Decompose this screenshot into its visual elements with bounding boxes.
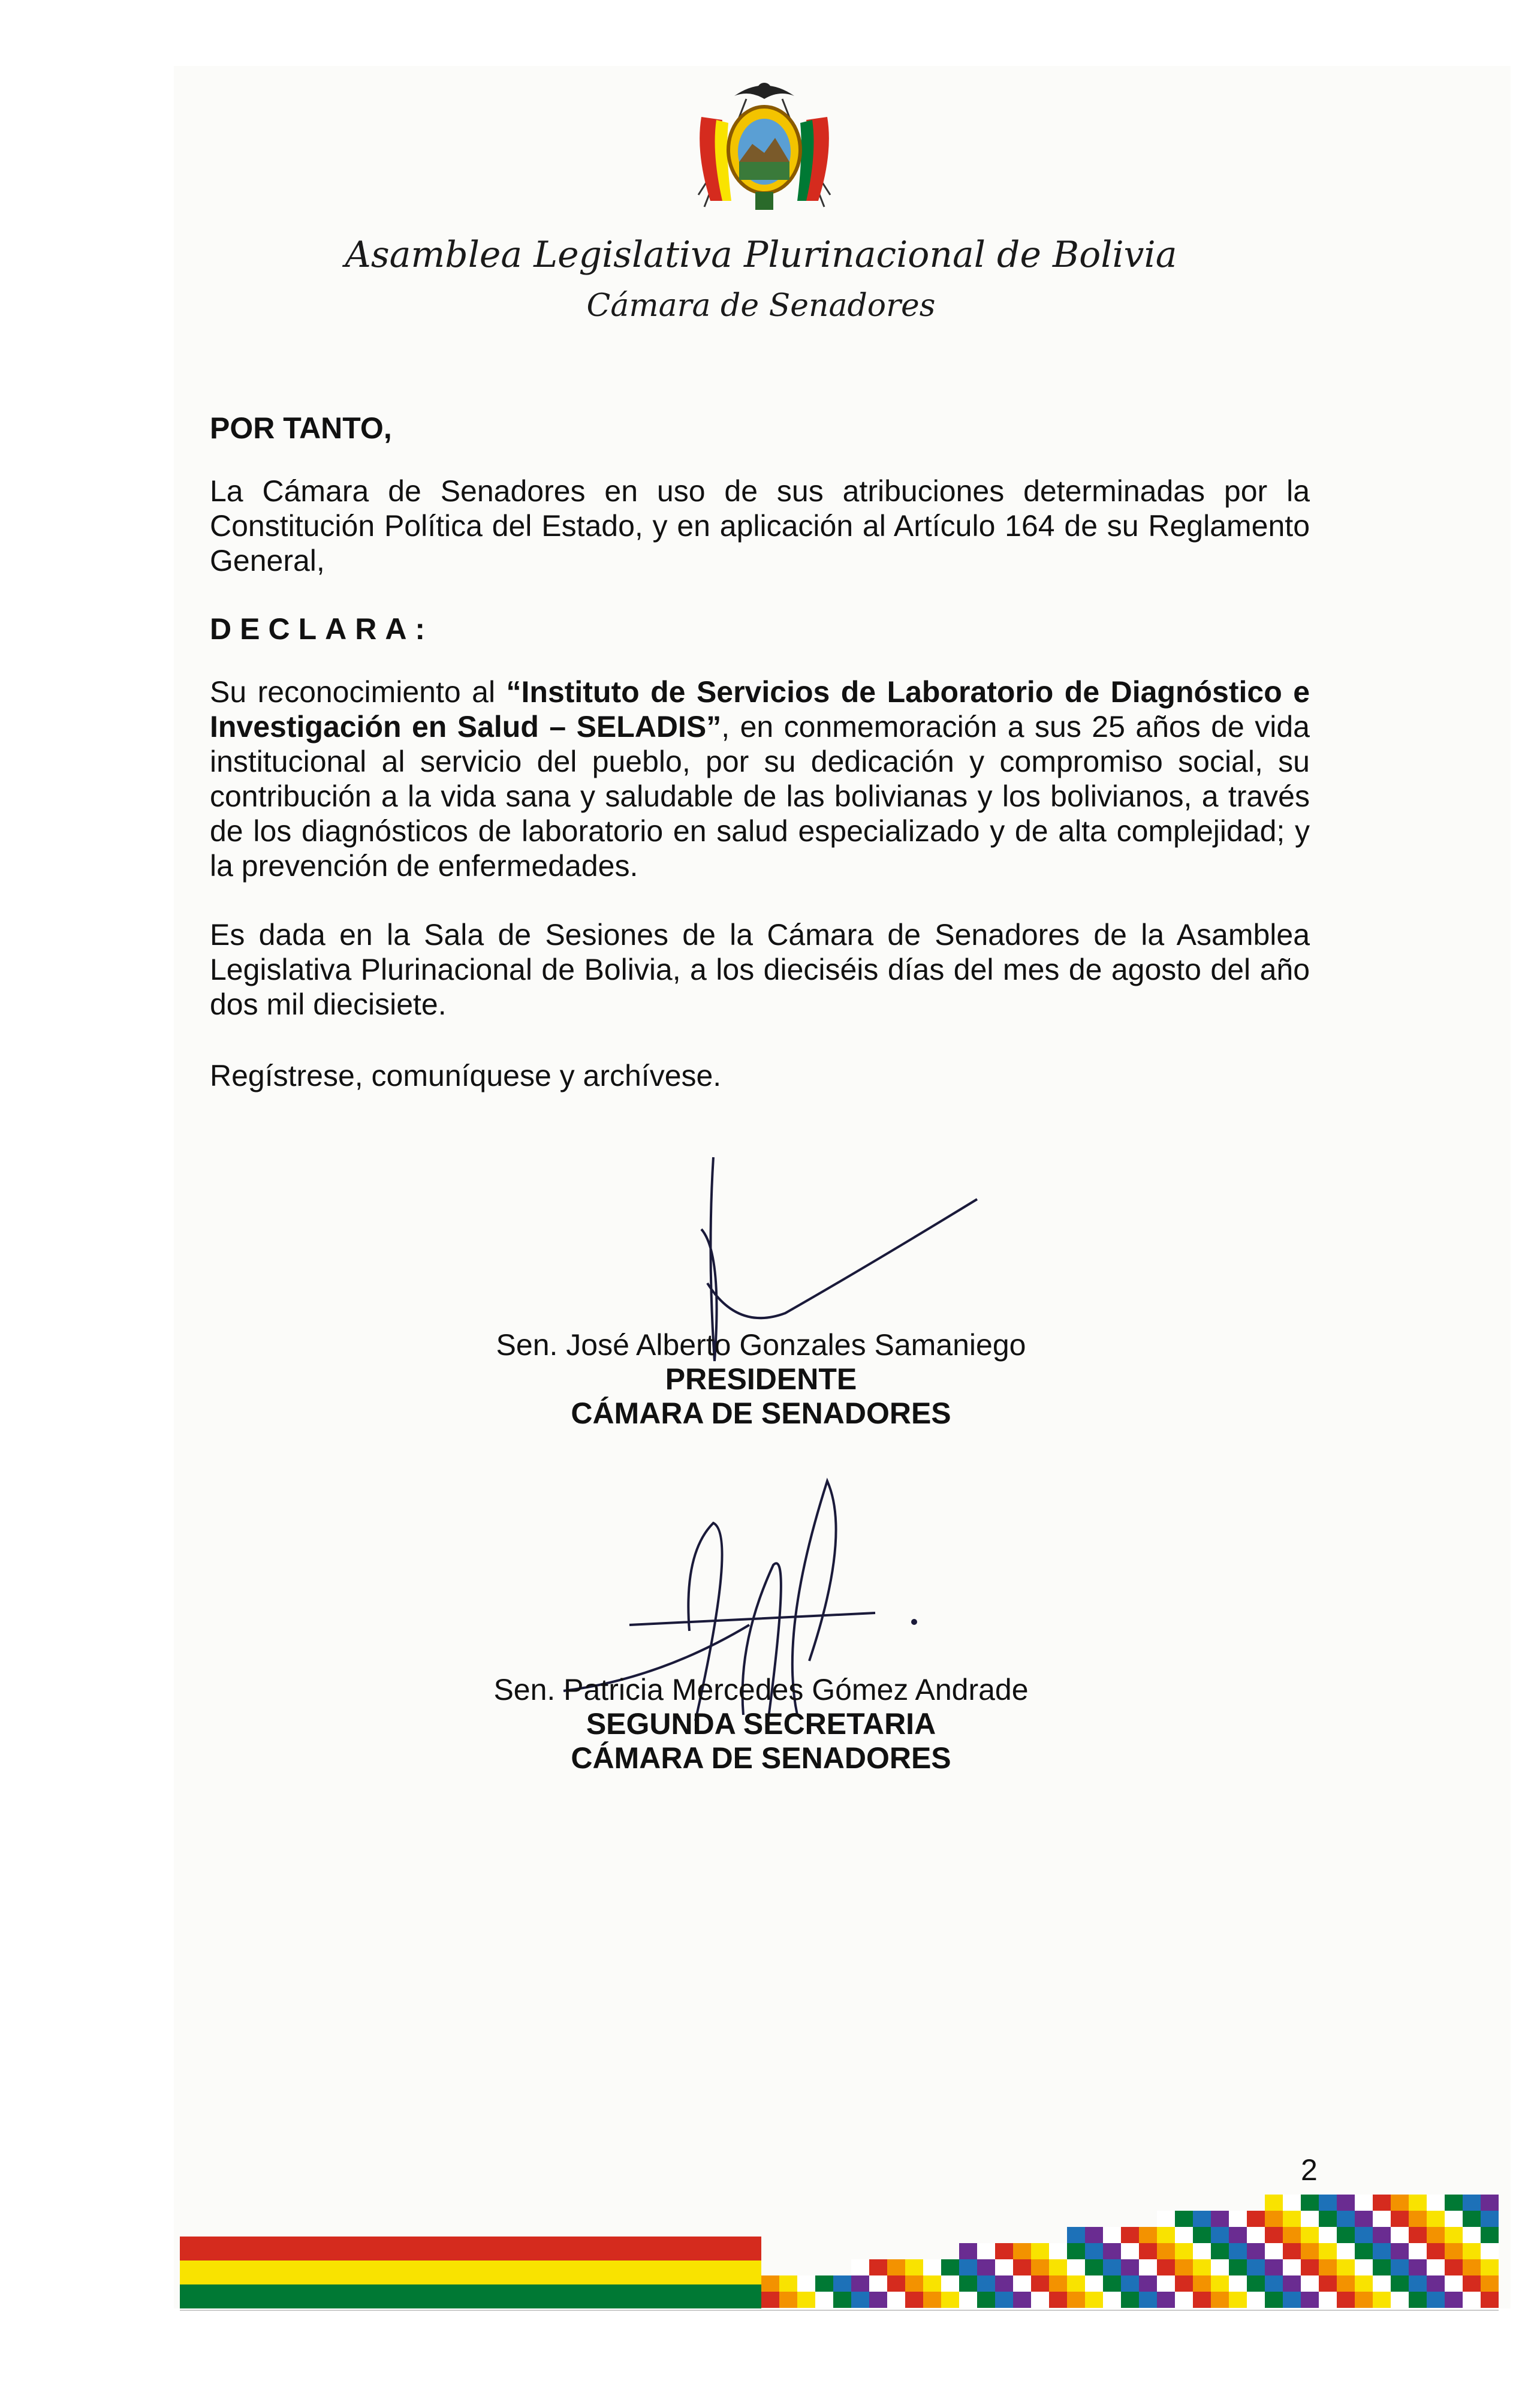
wiphala-square [1481,2195,1499,2211]
wiphala-square [995,2275,1013,2292]
wiphala-square [1265,2243,1283,2259]
wiphala-square [1319,2227,1337,2243]
wiphala-square [1175,2259,1193,2275]
wiphala-square [1409,2275,1427,2292]
wiphala-square [1463,2227,1481,2243]
wiphala-square [1301,2243,1319,2259]
president-name: Sen. José Alberto Gonzales Samaniego [496,1328,1026,1362]
wiphala-square [1013,2243,1031,2259]
page-number: 2 [1301,2153,1318,2187]
wiphala-square [1049,2292,1067,2308]
wiphala-square [995,2259,1013,2275]
recognition-rest: , en conmemoración a sus 25 años de vida institucional al servicio del pueblo, por su dedicación y compromiso social, su contribución a la vida sana y saludable de las bolivianas y los bolivianos, a través de los diagnósticos de laboratorio en salud especializado y de alta complejidad; y la prevención de enfermedades. [210,710,1310,883]
wiphala-square [1391,2292,1409,2308]
wiphala-square [959,2275,977,2292]
wiphala-square [1283,2243,1301,2259]
wiphala-square [977,2243,995,2259]
wiphala-square [1031,2275,1049,2292]
wiphala-square [1427,2227,1445,2243]
wiphala-square [923,2275,941,2292]
wiphala-square [1121,2243,1139,2259]
wiphala-square [851,2259,869,2275]
wiphala-square [1301,2227,1319,2243]
bolivia-coat-of-arms-icon [668,63,860,219]
wiphala-square [1193,2227,1211,2243]
wiphala-square [1265,2211,1283,2227]
wiphala-square [1013,2292,1031,2308]
wiphala-square [905,2275,923,2292]
wiphala-square [1031,2292,1049,2308]
wiphala-square [1265,2275,1283,2292]
wiphala-square [1409,2211,1427,2227]
wiphala-square [1427,2275,1445,2292]
wiphala-square [1175,2211,1193,2227]
closing-line: Regístrese, comuníquese y archívese. [210,1059,722,1092]
wiphala-square [1427,2211,1445,2227]
wiphala-square [1409,2195,1427,2211]
wiphala-square [1049,2243,1067,2259]
wiphala-square [1229,2292,1247,2308]
wiphala-square [1211,2227,1229,2243]
wiphala-square [1355,2211,1373,2227]
wiphala-square [1031,2243,1049,2259]
institute-name: “Instituto de Servicios de Laboratorio de Diagnóstico e Investigación en Salud – SELADIS” [210,675,1310,744]
wiphala-square [1355,2227,1373,2243]
wiphala-square [1319,2275,1337,2292]
wiphala-square [941,2259,959,2275]
wiphala-square [1391,2259,1409,2275]
wiphala-square [1085,2259,1103,2275]
wiphala-square [1085,2292,1103,2308]
wiphala-square [1301,2275,1319,2292]
wiphala-square [1445,2243,1463,2259]
assembly-title: Asamblea Legislativa Plurinacional de Bolivia [345,234,1177,276]
wiphala-square [1373,2227,1391,2243]
wiphala-square [833,2275,851,2292]
wiphala-square [1391,2195,1409,2211]
wiphala-square [923,2259,941,2275]
por-tanto-heading: POR TANTO, [210,411,392,445]
wiphala-icon [761,2195,1499,2308]
wiphala-square [1175,2243,1193,2259]
wiphala-square [1445,2195,1463,2211]
wiphala-square [1283,2211,1301,2227]
wiphala-square [1373,2195,1391,2211]
wiphala-square [1445,2292,1463,2308]
wiphala-square [1409,2292,1427,2308]
wiphala-square [1085,2227,1103,2243]
wiphala-square [1373,2243,1391,2259]
wiphala-square [1463,2195,1481,2211]
wiphala-square [1391,2211,1409,2227]
secretary-name: Sen. Patricia Mercedes Gómez Andrade [493,1673,1029,1706]
wiphala-square [1103,2292,1121,2308]
wiphala-square [1481,2211,1499,2227]
wiphala-square [1283,2275,1301,2292]
wiphala-square [1283,2227,1301,2243]
wiphala-square [1301,2211,1319,2227]
wiphala-square [1463,2243,1481,2259]
wiphala-square [1157,2259,1175,2275]
wiphala-square [977,2259,995,2275]
signatory-secretary [0,1673,1522,1775]
wiphala-square [1247,2243,1265,2259]
wiphala-square [1319,2292,1337,2308]
wiphala-square [1085,2275,1103,2292]
wiphala-square [1319,2211,1337,2227]
wiphala-square [1139,2259,1157,2275]
wiphala-square [959,2259,977,2275]
wiphala-square [941,2292,959,2308]
wiphala-square [779,2292,797,2308]
wiphala-square [1193,2243,1211,2259]
wiphala-square [851,2292,869,2308]
wiphala-square [959,2292,977,2308]
wiphala-square [1391,2243,1409,2259]
wiphala-square [1427,2195,1445,2211]
wiphala-square [1049,2275,1067,2292]
wiphala-square [1445,2275,1463,2292]
wiphala-square [833,2292,851,2308]
wiphala-square [1013,2275,1031,2292]
wiphala-square [1211,2292,1229,2308]
wiphala-square [1175,2292,1193,2308]
wiphala-square [1463,2259,1481,2275]
wiphala-square [1247,2292,1265,2308]
wiphala-square [1301,2195,1319,2211]
wiphala-square [1193,2259,1211,2275]
wiphala-square [1103,2275,1121,2292]
president-chamber: CÁMARA DE SENADORES [571,1396,951,1430]
wiphala-square [1139,2227,1157,2243]
wiphala-square [1031,2259,1049,2275]
secretary-chamber: CÁMARA DE SENADORES [571,1741,951,1775]
wiphala-square [887,2292,905,2308]
wiphala-square [1067,2259,1085,2275]
wiphala-square [1157,2275,1175,2292]
wiphala-square [1229,2211,1247,2227]
wiphala-square [1265,2292,1283,2308]
wiphala-square [1427,2292,1445,2308]
wiphala-square [1013,2259,1031,2275]
wiphala-square [887,2275,905,2292]
wiphala-square [1319,2195,1337,2211]
wiphala-square [1481,2275,1499,2292]
wiphala-square [1121,2275,1139,2292]
wiphala-square [1481,2259,1499,2275]
wiphala-square [1283,2259,1301,2275]
wiphala-square [1211,2211,1229,2227]
wiphala-square [1157,2211,1175,2227]
wiphala-square [1067,2243,1085,2259]
wiphala-square [1445,2211,1463,2227]
wiphala-square [1121,2292,1139,2308]
wiphala-square [1067,2292,1085,2308]
wiphala-square [1121,2227,1139,2243]
wiphala-square [1463,2211,1481,2227]
given-paragraph: Es dada en la Sala de Sesiones de la Cámara de Senadores de la Asamblea Legislativa Plurinacional de Bolivia, a los dieciséis días del mes de agosto del año dos mil diecisiete. [210,918,1310,1021]
wiphala-square [1103,2227,1121,2243]
wiphala-square [1211,2275,1229,2292]
wiphala-square [1409,2243,1427,2259]
wiphala-square [1229,2275,1247,2292]
wiphala-square [1427,2259,1445,2275]
wiphala-square [923,2292,941,2308]
wiphala-square [1193,2292,1211,2308]
secretary-title: SEGUNDA SECRETARIA [586,1707,936,1741]
wiphala-square [851,2275,869,2292]
wiphala-square [1373,2211,1391,2227]
wiphala-square [1175,2275,1193,2292]
wiphala-square [977,2292,995,2308]
wiphala-square [959,2243,977,2259]
wiphala-square [1265,2195,1283,2211]
wiphala-square [815,2292,833,2308]
wiphala-square [887,2259,905,2275]
declara-heading: DECLARA: [210,612,434,646]
wiphala-square [1355,2292,1373,2308]
wiphala-square [1481,2292,1499,2308]
wiphala-square [1121,2259,1139,2275]
wiphala-square [1481,2227,1499,2243]
wiphala-square [1337,2211,1355,2227]
wiphala-square [1301,2292,1319,2308]
wiphala-square [1355,2243,1373,2259]
wiphala-square [1355,2195,1373,2211]
wiphala-square [1463,2292,1481,2308]
wiphala-square [1265,2259,1283,2275]
wiphala-square [995,2292,1013,2308]
wiphala-square [941,2275,959,2292]
wiphala-square [797,2275,815,2292]
wiphala-square [1337,2227,1355,2243]
wiphala-square [1355,2259,1373,2275]
wiphala-square [761,2292,779,2308]
wiphala-square [1337,2195,1355,2211]
wiphala-square [1337,2292,1355,2308]
wiphala-square [1229,2243,1247,2259]
wiphala-square [1481,2243,1499,2259]
wiphala-square [1139,2292,1157,2308]
president-title: PRESIDENTE [665,1362,857,1396]
wiphala-square [869,2275,887,2292]
wiphala-square [1247,2275,1265,2292]
wiphala-square [1337,2243,1355,2259]
wiphala-square [1157,2227,1175,2243]
wiphala-square [1103,2243,1121,2259]
wiphala-square [1085,2243,1103,2259]
wiphala-square [1139,2275,1157,2292]
wiphala-square [1283,2292,1301,2308]
chamber-title: Cámara de Senadores [586,288,936,324]
wiphala-square [1211,2243,1229,2259]
wiphala-square [1301,2259,1319,2275]
wiphala-square [1337,2259,1355,2275]
wiphala-square [1409,2259,1427,2275]
wiphala-square [761,2275,779,2292]
wiphala-square [1409,2227,1427,2243]
wiphala-square [1427,2243,1445,2259]
wiphala-square [1193,2275,1211,2292]
wiphala-square [1391,2275,1409,2292]
wiphala-square [1247,2211,1265,2227]
wiphala-square [1229,2227,1247,2243]
wiphala-square [869,2259,887,2275]
wiphala-square [1373,2292,1391,2308]
wiphala-square [905,2259,923,2275]
intro-paragraph: La Cámara de Senadores en uso de sus atribuciones determinadas por la Constitución Política del Estado, y en aplicación al Artículo 164 de su Reglamento General, [210,474,1310,577]
wiphala-square [1373,2259,1391,2275]
wiphala-square [1067,2227,1085,2243]
wiphala-square [995,2243,1013,2259]
wiphala-square [1229,2259,1247,2275]
wiphala-square [1193,2211,1211,2227]
wiphala-square [1319,2243,1337,2259]
wiphala-square [1391,2227,1409,2243]
wiphala-square [1319,2259,1337,2275]
wiphala-square [1157,2292,1175,2308]
wiphala-square [1247,2227,1265,2243]
wiphala-square [1445,2227,1463,2243]
wiphala-square [1247,2259,1265,2275]
wiphala-square [1337,2275,1355,2292]
wiphala-square [779,2275,797,2292]
wiphala-square [1265,2227,1283,2243]
recognition-lead: Su reconocimiento al [210,675,507,709]
wiphala-square [1373,2275,1391,2292]
wiphala-square [1049,2259,1067,2275]
bolivia-flag-stripes [180,2237,761,2308]
wiphala-square [1355,2275,1373,2292]
wiphala-square [797,2292,815,2308]
wiphala-square [977,2275,995,2292]
wiphala-square [1445,2259,1463,2275]
wiphala-square [1463,2275,1481,2292]
wiphala-square [905,2292,923,2308]
wiphala-square [1175,2227,1193,2243]
wiphala-square [869,2292,887,2308]
wiphala-square [1139,2243,1157,2259]
wiphala-square [1157,2243,1175,2259]
wiphala-square [815,2275,833,2292]
wiphala-square [1067,2275,1085,2292]
recognition-paragraph [210,675,1310,883]
wiphala-square [1211,2259,1229,2275]
signatory-president [0,1328,1522,1431]
bottom-rule [180,2310,1499,2311]
wiphala-square [1283,2195,1301,2211]
wiphala-square [1103,2259,1121,2275]
